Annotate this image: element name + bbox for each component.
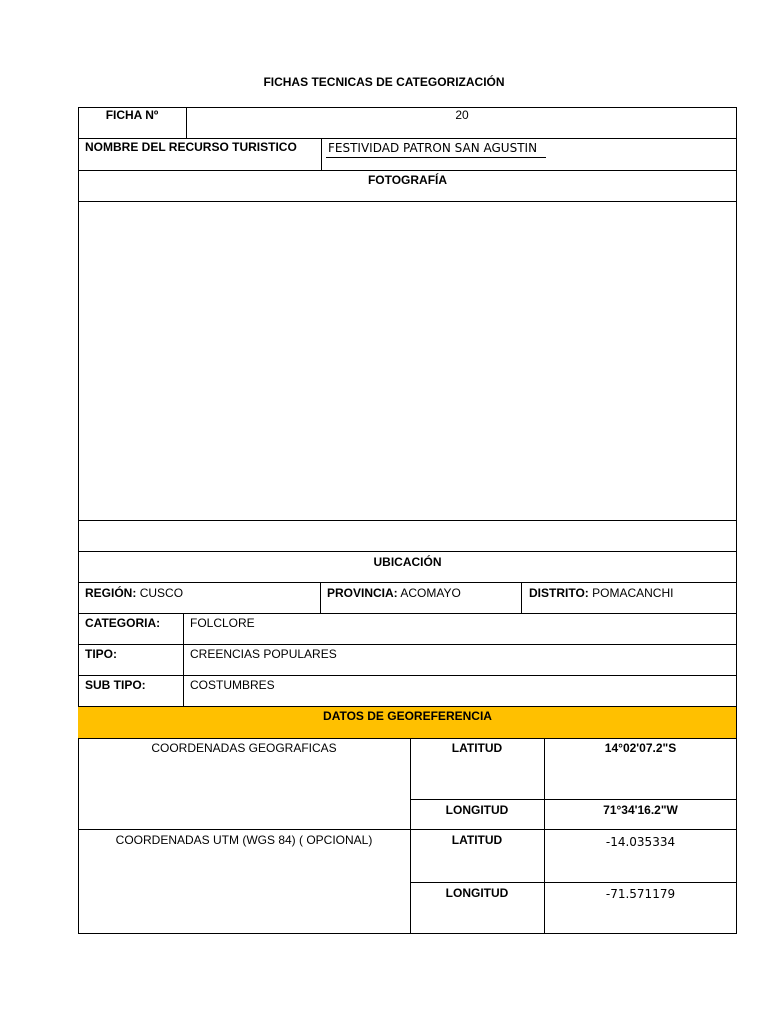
distrito-value: POMACANCHI	[592, 586, 674, 600]
geo-lon-label: LONGITUD	[445, 803, 509, 817]
provincia-cell	[327, 586, 461, 600]
ficha-value: 20	[455, 108, 469, 122]
utm-lat-label: LATITUD	[451, 833, 503, 847]
geo-lat-label: LATITUD	[451, 741, 503, 755]
geo-coords-label: COORDENADAS GEOGRAFICAS	[151, 741, 337, 755]
region-label: REGIÓN:	[85, 586, 137, 600]
georef-label: DATOS DE GEOREFERENCIA	[323, 709, 492, 723]
subtipo-value: COSTUMBRES	[190, 678, 275, 692]
utm-coords-label: COORDENADAS UTM (WGS 84) ( OPCIONAL)	[115, 833, 373, 847]
recurso-label: NOMBRE DEL RECURSO TURISTICO	[85, 140, 297, 154]
provincia-label: PROVINCIA:	[327, 586, 398, 600]
fotografia-label: FOTOGRAFÍA	[367, 173, 448, 187]
recurso-value: FESTIVIDAD PATRON SAN AGUSTIN	[328, 141, 538, 155]
utm-lon-label: LONGITUD	[445, 886, 509, 900]
tipo-label: TIPO:	[85, 647, 117, 661]
ubicacion-label: UBICACIÓN	[373, 555, 442, 569]
geo-lon-value: 71°34'16.2"W	[603, 803, 678, 817]
distrito-cell	[529, 586, 673, 600]
subtipo-label: SUB TIPO:	[85, 678, 146, 692]
document-title: FICHAS TECNICAS DE CATEGORIZACIÓN	[263, 75, 505, 89]
geo-lat-value: 14°02'07.2"S	[604, 741, 677, 755]
categoria-value: FOLCLORE	[190, 616, 255, 630]
categoria-label: CATEGORIA:	[85, 616, 161, 630]
tipo-value: CREENCIAS POPULARES	[190, 647, 337, 661]
photo-area	[79, 202, 736, 519]
region-cell	[85, 586, 183, 600]
ficha-label: FICHA Nº	[105, 108, 159, 122]
distrito-label: DISTRITO:	[529, 586, 589, 600]
region-value: CUSCO	[139, 586, 184, 600]
utm-lat-value: -14.035334	[605, 835, 676, 849]
provincia-value: ACOMAYO	[400, 586, 461, 600]
utm-lon-value: -71.571179	[605, 887, 676, 901]
